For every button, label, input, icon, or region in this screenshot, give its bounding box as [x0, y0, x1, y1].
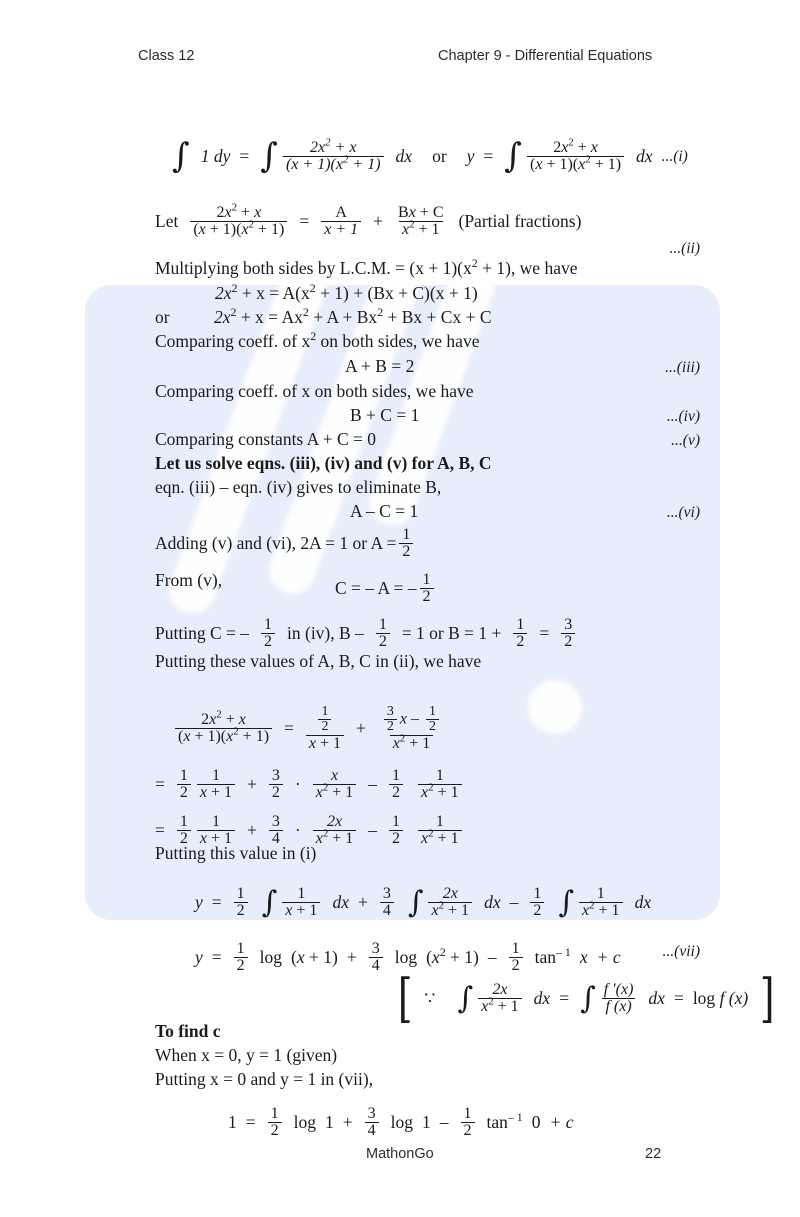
frac-numerator: 1	[422, 571, 431, 588]
frac-numerator: 1	[516, 616, 525, 633]
frac-denominator: 2	[177, 830, 191, 847]
equation-number-iii: ...(iii)	[665, 359, 700, 376]
frac-numerator: 1	[378, 616, 387, 633]
equation-number-vii: ...(vii)	[662, 943, 700, 960]
frac-numerator: Bx + C	[398, 204, 444, 221]
equation-number-v: ...(v)	[671, 432, 700, 449]
text-putting-c-4: =	[539, 623, 550, 644]
frac-denominator: 2	[513, 633, 527, 650]
integral-sign: ∫	[172, 136, 190, 177]
equals-sign: =	[211, 892, 222, 913]
log-argument-one: 1	[325, 1112, 334, 1133]
math-int-one-dy: 1 dy	[200, 146, 231, 167]
frac-numerator: $\frac{3}{2}$ x – $\frac{1}{2}$	[378, 705, 445, 735]
text-let-us-solve: Let us solve eqns. (iii), (iv) and (v) for A, B, C	[155, 453, 492, 473]
frac-numerator: 1	[402, 526, 411, 543]
frac-denominator: $x^2 + 1$	[418, 830, 462, 847]
frac-denominator: $x^2 + 1$	[313, 830, 357, 847]
frac-denominator: 2	[399, 543, 413, 560]
dot-operator: ·	[294, 820, 301, 841]
coefficient-A: A	[335, 204, 347, 221]
frac-numerator: 1	[236, 885, 245, 902]
frac-denominator: 2	[461, 1122, 475, 1139]
log-f-of-x: log f (x)	[692, 988, 749, 1009]
line-expansion-2: or $2x^2 + x = Ax^2 + A + Bx^2 + Bx + Cx + C$	[155, 305, 492, 327]
text-putting-values: Putting these values of A, B, C in (ii), we have	[155, 651, 482, 671]
log-argument: $(x^2 + 1)$	[426, 945, 479, 968]
line-comparing-x-squared: Comparing coeff. of $x^2$ on both sides, we have	[155, 329, 480, 351]
frac-numerator: $2x^2 + x$	[201, 708, 246, 728]
frac-denominator: $(x + 1)(x^2 + 1)$	[175, 728, 272, 745]
equation-number-i: ...(i)	[661, 148, 688, 166]
equals-sign: =	[559, 988, 570, 1009]
differential-dx: dx	[636, 146, 653, 167]
equation-B-plus-C	[350, 407, 419, 425]
equation-C-equals	[335, 572, 437, 606]
frac-numerator: 3	[564, 616, 573, 633]
frac-numerator: 1	[264, 616, 272, 633]
frac-denominator: 2	[261, 633, 275, 650]
minus-sign: –	[509, 892, 519, 913]
frac-denominator: $x^2 + 1$	[478, 998, 522, 1015]
line-comparing-x	[155, 383, 474, 401]
frac-denominator: $x^2 + 1$	[399, 221, 443, 238]
frac-denominator: 2	[177, 784, 191, 801]
tan-inverse-operator: $\tan^{- 1}$	[534, 945, 571, 968]
frac-denominator: $x^2 + 1$	[418, 784, 462, 801]
plus-sign: +	[373, 211, 384, 232]
frac-numerator: 1	[179, 813, 188, 830]
frac-denominator: $(x + 1)(x^2 + 1)$	[283, 156, 384, 173]
left-bracket: [	[397, 968, 413, 1029]
bracketed-note	[395, 968, 778, 1029]
frac-denominator: $x^2 + 1$	[390, 735, 434, 752]
equation-decomposition-1	[155, 768, 465, 802]
frac-denominator: 2	[269, 784, 283, 801]
expansion-mid: + x = A(x	[237, 283, 310, 303]
frac-denominator: 2	[268, 1122, 282, 1139]
equation-A-plus-B	[345, 358, 414, 376]
equals-sign: =	[239, 146, 250, 167]
text-from-v-expr: C = – A = –	[335, 578, 417, 599]
frac-numerator: 1	[236, 940, 245, 957]
frac-numerator: 3	[371, 940, 380, 957]
frac-numerator: 3	[382, 885, 391, 902]
frac-denominator: 2	[318, 719, 331, 734]
log-operator: log	[390, 1112, 413, 1133]
plus-sign: +	[346, 947, 357, 968]
frac-denominator: 2	[376, 633, 390, 650]
frac-numerator: $2x^2 + x$	[216, 201, 262, 221]
frac-numerator: $2x^2 + x$	[310, 136, 357, 156]
plus-constant-c: + c	[596, 947, 621, 968]
frac-numerator: 1	[392, 813, 401, 830]
value-zero: 0	[531, 1112, 541, 1133]
text-eliminate-b: eqn. (iii) – eqn. (iv) gives to eliminate B,	[155, 477, 442, 497]
text-comparing-post: on both sides, we have	[316, 331, 480, 351]
expansion-mid: + x = Ax	[236, 307, 303, 327]
differential-dx: dx	[634, 892, 652, 913]
log-argument: (x + 1)	[291, 947, 338, 968]
integral-sign: ∫	[407, 884, 424, 920]
integral-sign: ∫	[580, 980, 596, 1016]
equation-number-ii: ...(ii)	[669, 240, 700, 257]
equals-sign: =	[155, 774, 165, 795]
integral-sign: ∫	[260, 136, 278, 177]
equation-number-iv: ...(iv)	[666, 408, 700, 425]
frac-numerator: 1	[429, 704, 437, 719]
equation-iii-text: A + B = 2	[345, 356, 415, 376]
frac-denominator: 2	[509, 957, 523, 974]
frac-denominator: 2	[389, 830, 403, 847]
footer-brand: MathonGo	[366, 1146, 434, 1162]
frac-denominator: $x^2 + 1$	[428, 902, 472, 919]
equation-substituted-values	[228, 1106, 573, 1140]
frac-numerator: x	[330, 767, 339, 784]
line-multiplying-both-sides: Multiplying both sides by L.C.M. = $(x + 1)(x^2 + 1)$, we have	[155, 256, 578, 278]
frac-numerator: 3	[271, 767, 280, 784]
line-eliminate-b	[155, 479, 441, 497]
equals-sign: =	[155, 820, 165, 841]
frac-numerator: 1	[533, 885, 542, 902]
equation-vi-text: A – C = 1	[350, 501, 419, 521]
integral-sign: ∫	[504, 136, 523, 177]
frac-denominator: 4	[269, 830, 283, 847]
minus-sign: –	[368, 820, 378, 841]
frac-denominator: x + 1	[197, 830, 235, 847]
log-operator: log	[259, 947, 283, 968]
frac-denominator: 4	[380, 902, 394, 919]
line-putting-c	[155, 617, 578, 651]
line-putting-x0-y1	[155, 1071, 373, 1089]
equals-sign: =	[673, 988, 684, 1009]
minus-sign: –	[487, 947, 497, 968]
frac-denominator: x + 1	[321, 221, 361, 238]
text-to-find-c: To find c	[155, 1021, 221, 1041]
equals-sign: =	[299, 211, 310, 232]
log-argument-one: 1	[422, 1112, 431, 1133]
frac-numerator: 2x	[442, 885, 458, 902]
equation-integral-expanded	[195, 886, 651, 920]
text-putting-value-in-i: Putting this value in (i)	[155, 843, 317, 863]
frac-denominator: 2	[530, 902, 544, 919]
frac-numerator: 1	[297, 885, 306, 902]
text-comparing-constants: Comparing constants A + C = 0	[155, 429, 376, 449]
frac-numerator: 1	[511, 940, 520, 957]
text-multiplying-tail: + 1), we have	[477, 258, 578, 278]
frac-denominator: $x^2 + 1$	[579, 902, 623, 919]
frac-denominator: $(x + 1)(x^2 + 1)$	[527, 156, 624, 173]
equals-sign: =	[284, 717, 294, 738]
equation-iv-text: B + C = 1	[350, 405, 420, 425]
text-adding-prefix: Adding (v) and (vi), 2A = 1 or A =	[155, 533, 397, 554]
integral-sign: ∫	[558, 884, 574, 920]
frac-numerator: 1	[211, 767, 220, 784]
log-operator: log	[394, 947, 418, 968]
value-one: 1	[228, 1112, 237, 1133]
expansion-lhs: 2x	[215, 283, 232, 303]
frac-numerator: 2x	[326, 813, 343, 830]
frac-numerator: 1	[270, 1105, 279, 1122]
equals-sign: =	[245, 1112, 256, 1133]
differential-dx: dx	[533, 988, 551, 1009]
frac-numerator: 1	[463, 1105, 472, 1122]
line-putting-values	[155, 653, 481, 671]
integral-sign: ∫	[457, 980, 474, 1016]
frac-denominator: 2	[561, 633, 575, 650]
differential-dx: dx	[648, 988, 665, 1009]
line-putting-value-in-i	[155, 845, 316, 863]
line-when-x-zero	[155, 1047, 337, 1065]
frac-denominator: 2	[420, 588, 434, 605]
frac-denominator: $(x + 1)(x^2 + 1)$	[190, 221, 287, 238]
expansion-tail: + Bx + Cx + C	[383, 307, 492, 327]
text-comparing-x: Comparing coeff. of x on both sides, we have	[155, 381, 474, 401]
frac-denominator: x + 1	[306, 735, 344, 752]
frac-denominator: 4	[365, 1122, 379, 1139]
text-multiplying: Multiplying both sides by L.C.M. = (x + 1)(x	[155, 258, 472, 278]
differential-dx: dx	[332, 892, 349, 913]
frac-denominator: 4	[369, 957, 383, 974]
tan-inverse-operator: $\tan^{- 1}$	[486, 1110, 523, 1133]
header-chapter-label: Chapter 9 - Differential Equations	[438, 48, 653, 64]
variable-x: x	[579, 947, 588, 968]
variable-y: y	[466, 146, 475, 167]
equation-partial-fraction-expanded	[172, 705, 448, 752]
frac-numerator: 3	[367, 1105, 376, 1122]
text-from-v-label: From (v),	[155, 570, 223, 590]
log-operator: log	[293, 1112, 316, 1133]
frac-denominator: 2	[384, 719, 397, 734]
differential-dx: dx	[484, 892, 501, 913]
frac-numerator: 1	[435, 767, 444, 784]
text-putting-c-1: Putting C = –	[155, 623, 249, 644]
let-label: Let	[155, 211, 179, 232]
or-label: or	[155, 307, 170, 327]
expansion-lhs: 2x	[213, 307, 231, 327]
nested-frac-half	[312, 705, 337, 735]
equals-sign: =	[483, 146, 494, 167]
frac-numerator: 3	[386, 704, 394, 719]
equation-line-let-partial-fractions	[155, 201, 582, 239]
frac-numerator: 1	[435, 813, 444, 830]
right-bracket: ]	[760, 968, 775, 1029]
equation-line-i	[170, 136, 688, 177]
plus-sign: +	[247, 774, 257, 795]
plus-sign: +	[356, 717, 366, 738]
integral-sign: ∫	[261, 884, 278, 920]
footer-page-number: 22	[645, 1146, 662, 1162]
frac-denominator: 2	[234, 957, 248, 974]
frac-numerator: 1	[321, 704, 329, 719]
or-connector: or	[432, 146, 447, 167]
frac-numerator: 1	[179, 767, 188, 784]
line-expansion-1: $2x^2 + x = A(x^2 + 1) + (Bx + C)(x + 1)$	[215, 281, 478, 303]
frac-denominator: 2	[234, 902, 248, 919]
frac-numerator: 1	[596, 885, 605, 902]
expansion-tail: + 1) + (Bx + C)(x + 1)	[315, 283, 478, 303]
frac-denominator: 2	[426, 719, 439, 734]
text-when-line: When x = 0, y = 1 (given)	[155, 1045, 338, 1065]
differential-dx: dx	[395, 146, 413, 167]
frac-numerator: 3	[271, 813, 280, 830]
variable-y: y	[195, 947, 203, 968]
plus-constant-c: + c	[549, 1112, 574, 1133]
line-from-v	[155, 572, 222, 590]
because-symbol: ∵	[424, 988, 436, 1009]
variable-y: y	[195, 892, 203, 913]
plus-sign: +	[342, 1112, 353, 1133]
header-class-label: Class 12	[138, 48, 195, 64]
frac-denominator: $x^2 + 1$	[313, 784, 357, 801]
text-putting-c-3: = 1 or B = 1 +	[401, 623, 502, 644]
frac-numerator: 2x	[492, 981, 508, 998]
equation-number-vi: ...(vi)	[666, 504, 700, 521]
frac-denominator: x + 1	[197, 784, 235, 801]
minus-sign: –	[368, 774, 378, 795]
partial-fractions-note: (Partial fractions)	[458, 211, 582, 232]
equation-A-minus-C	[350, 503, 418, 521]
dot-operator: ·	[294, 774, 301, 795]
line-adding-v-vi	[155, 527, 416, 561]
frac-numerator: 1	[392, 767, 401, 784]
expansion-mid2: + A + Bx	[308, 307, 378, 327]
text-comparing-pre: Comparing coeff. of x	[155, 331, 311, 351]
frac-numerator: f ′(x)	[603, 981, 634, 998]
frac-numerator: 1	[211, 813, 220, 830]
frac-numerator: $2x^2 + x$	[553, 136, 598, 156]
text-putting-c-2: in (iv), B –	[287, 623, 364, 644]
plus-sign: +	[357, 892, 368, 913]
frac-denominator: f (x)	[602, 998, 634, 1015]
minus-sign: –	[439, 1112, 449, 1133]
frac-denominator: 2	[389, 784, 403, 801]
heading-to-find-c	[155, 1023, 221, 1041]
equals-sign: =	[211, 947, 222, 968]
frac-denominator: x + 1	[282, 902, 320, 919]
plus-sign: +	[247, 820, 257, 841]
line-let-us-solve	[155, 455, 492, 473]
line-comparing-constants	[155, 431, 376, 449]
text-putting-x0-y1: Putting x = 0 and y = 1 in (vii),	[155, 1069, 374, 1089]
